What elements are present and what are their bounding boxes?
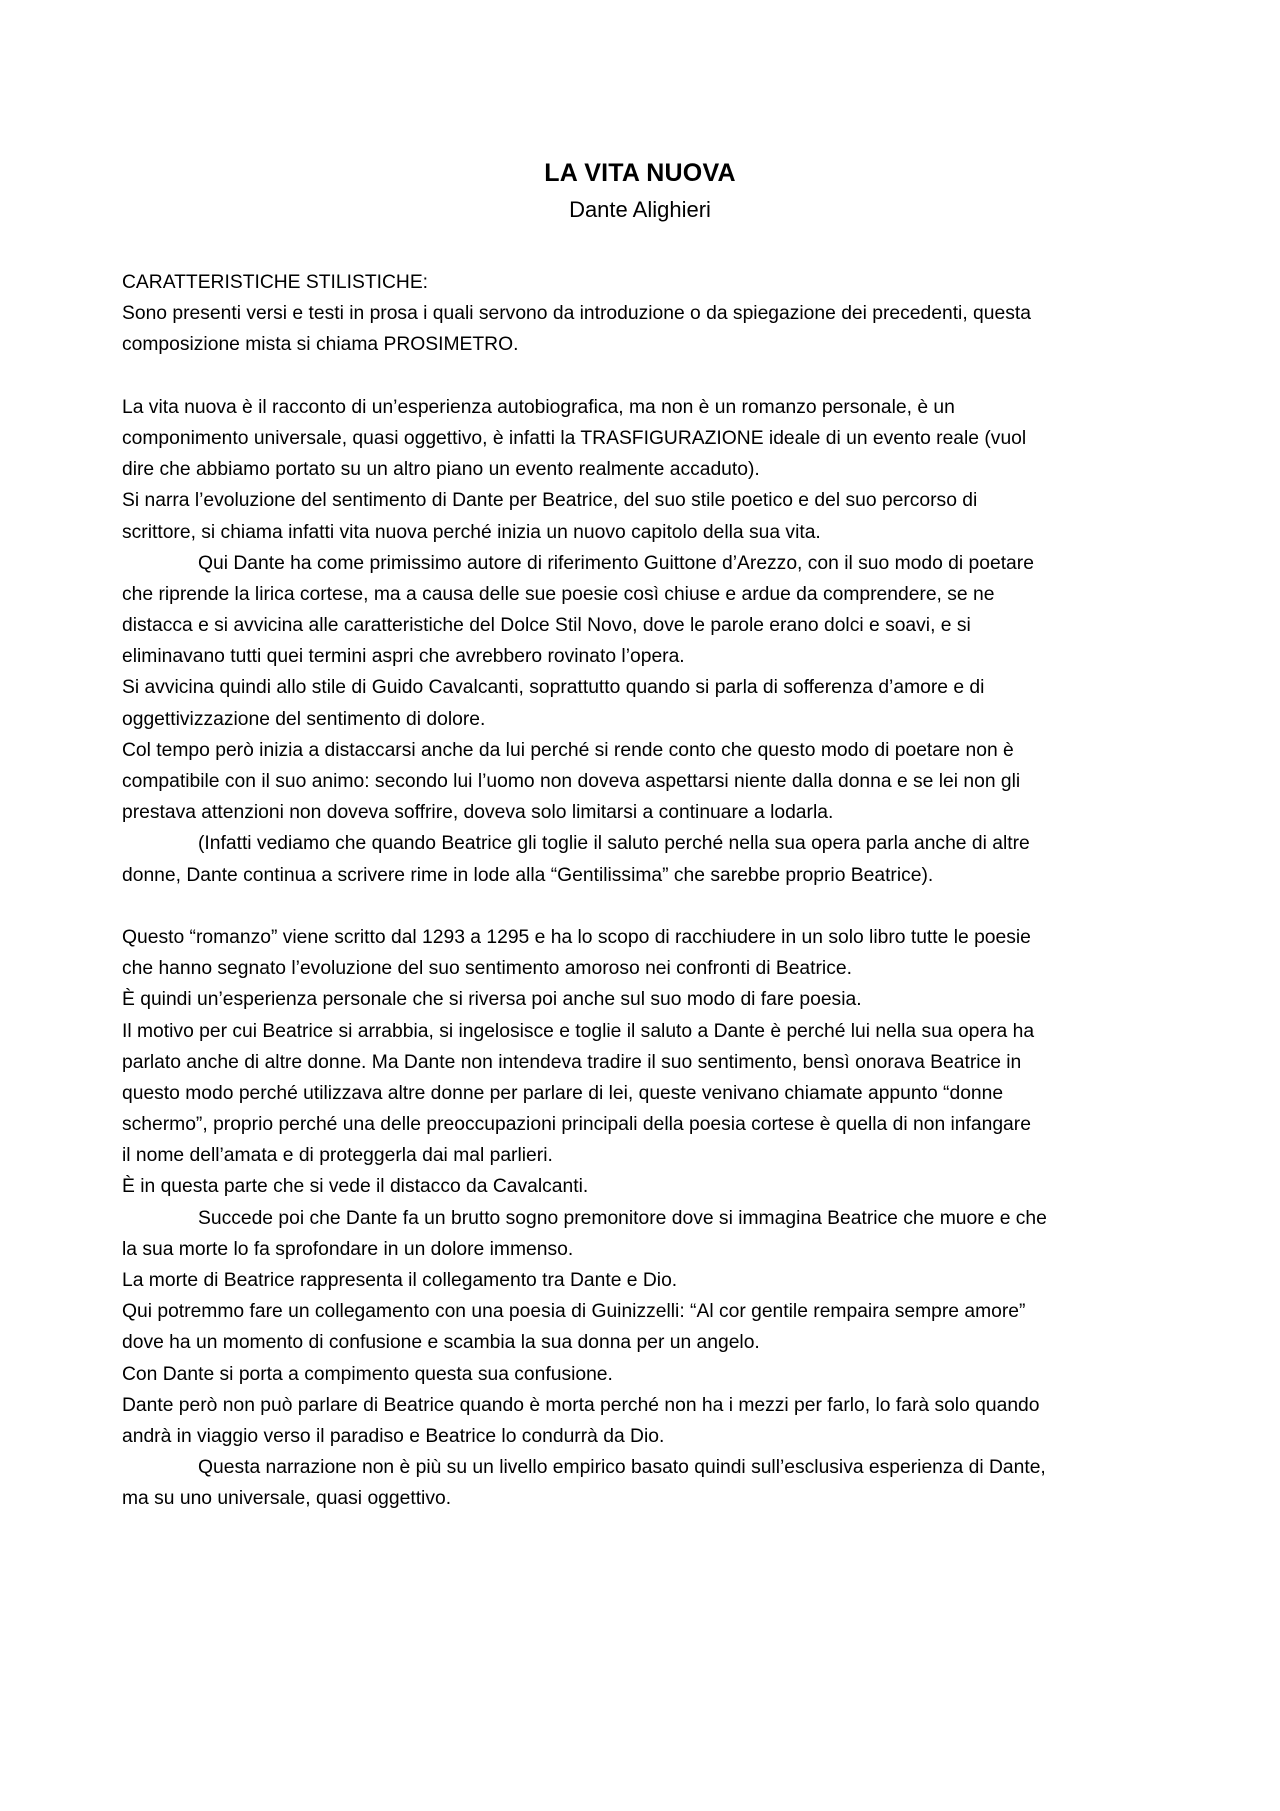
text-line-indented: Questa narrazione non è più su un livello empirico basato quindi sull’esclusiva esperienza di Dante, bbox=[198, 1457, 1046, 1479]
text-line: Sono presenti versi e testi in prosa i quali servono da introduzione o da spiegazione dei precedenti, questa bbox=[122, 303, 1031, 325]
text-line: eliminavano tutti quei termini aspri che avrebbero rovinato l’opera. bbox=[122, 646, 685, 668]
document-author: Dante Alighieri bbox=[569, 197, 711, 222]
text-line: Col tempo però inizia a distaccarsi anche da lui perché si rende conto che questo modo di poetare non è bbox=[122, 739, 1014, 761]
text-line: distacca e si avvicina alle caratteristiche del Dolce Stil Novo, dove le parole erano dolci e soavi, e si bbox=[122, 615, 971, 637]
text-line: parlato anche di altre donne. Ma Dante non intendeva tradire il suo sentimento, bensì onorava Beatrice in bbox=[122, 1051, 1022, 1073]
text-line: Dante però non può parlare di Beatrice quando è morta perché non ha i mezzi per farlo, lo farà solo quando bbox=[122, 1394, 1040, 1416]
text-line: Si avvicina quindi allo stile di Guido Cavalcanti, soprattutto quando si parla di sofferenza d’amore e di bbox=[122, 677, 985, 699]
text-line: È in questa parte che si vede il distacco da Cavalcanti. bbox=[122, 1176, 589, 1198]
document-title: LA VITA NUOVA bbox=[544, 159, 736, 187]
text-line: ma su uno universale, quasi oggettivo. bbox=[122, 1488, 452, 1510]
text-line: La morte di Beatrice rappresenta il collegamento tra Dante e Dio. bbox=[122, 1270, 678, 1291]
text-line: che hanno segnato l’evoluzione del suo sentimento amoroso nei confronti di Beatrice. bbox=[122, 958, 852, 980]
text-line: che riprende la lirica cortese, ma a causa delle sue poesie così chiuse e ardue da comprendere, se ne bbox=[122, 583, 995, 605]
text-line: La vita nuova è il racconto di un’esperienza autobiografica, ma non è un romanzo personale, è un bbox=[122, 396, 955, 418]
text-line: Con Dante si porta a compimento questa sua confusione. bbox=[122, 1363, 613, 1385]
text-line-indented: (Infatti vediamo che quando Beatrice gli toglie il saluto perché nella sua opera parla anche di altre bbox=[198, 833, 1030, 855]
text-line-indented: Succede poi che Dante fa un brutto sogno premonitore dove si immagina Beatrice che muore e che bbox=[198, 1207, 1047, 1229]
text-line: È quindi un’esperienza personale che si riversa poi anche sul suo modo di fare poesia. bbox=[122, 989, 862, 1011]
text-line: oggettivizzazione del sentimento di dolore. bbox=[122, 708, 486, 730]
document-body bbox=[122, 267, 1177, 1515]
text-line: componimento universale, quasi oggettivo, è infatti la TRASFIGURAZIONE ideale di un evento reale (vuol bbox=[122, 427, 1027, 449]
text-line: compatibile con il suo animo: secondo lui l’uomo non doveva aspettarsi niente dalla donna e se lei non gli bbox=[122, 771, 1021, 792]
text-line: Si narra l’evoluzione del sentimento di Dante per Beatrice, del suo stile poetico e del suo percorso di bbox=[122, 490, 978, 512]
text-line: donne, Dante continua a scrivere rime in lode alla “Gentilissima” che sarebbe proprio Beatrice). bbox=[122, 864, 934, 886]
text-line: dove ha un momento di confusione e scambia la sua donna per un angelo. bbox=[122, 1332, 760, 1354]
paragraph-gap bbox=[122, 891, 1177, 922]
text-line-indented: Qui Dante ha come primissimo autore di riferimento Guittone d’Arezzo, con il suo modo di poetare bbox=[198, 552, 1034, 574]
text-line: dire che abbiamo portato su un altro piano un evento realmente accaduto). bbox=[122, 459, 760, 481]
text-line: andrà in viaggio verso il paradiso e Beatrice lo condurrà da Dio. bbox=[122, 1425, 665, 1447]
section-heading: CARATTERISTICHE STILISTICHE: bbox=[122, 272, 429, 293]
text-line: la sua morte lo fa sprofondare in un dolore immenso. bbox=[122, 1238, 574, 1260]
text-line: prestava attenzioni non doveva soffrire, doveva solo limitarsi a continuare a lodarla. bbox=[122, 802, 834, 824]
text-line: questo modo perché utilizzava altre donne per parlare di lei, queste venivano chiamate appunto “donne bbox=[122, 1082, 1004, 1104]
text-line: Questo “romanzo” viene scritto dal 1293 a 1295 e ha lo scopo di racchiudere in un solo libro tutte le poesie bbox=[122, 926, 1031, 948]
text-line: Qui potremmo fare un collegamento con una poesia di Guinizzelli: “Al cor gentile rempaira sempre amore” bbox=[122, 1301, 1026, 1323]
paragraph-gap bbox=[122, 361, 1177, 392]
text-line: scrittore, si chiama infatti vita nuova perché inizia un nuovo capitolo della sua vita. bbox=[122, 521, 821, 543]
text-line: Il motivo per cui Beatrice si arrabbia, si ingelosisce e toglie il saluto a Dante è perché lui nella sua opera ha bbox=[122, 1020, 1035, 1042]
text-line: schermo”, proprio perché una delle preoccupazioni principali della poesia cortese è quella di non infangare bbox=[122, 1114, 1031, 1136]
text-line: composizione mista si chiama PROSIMETRO. bbox=[122, 334, 519, 356]
text-line: il nome dell’amata e di proteggerla dai mal parlieri. bbox=[122, 1145, 553, 1167]
